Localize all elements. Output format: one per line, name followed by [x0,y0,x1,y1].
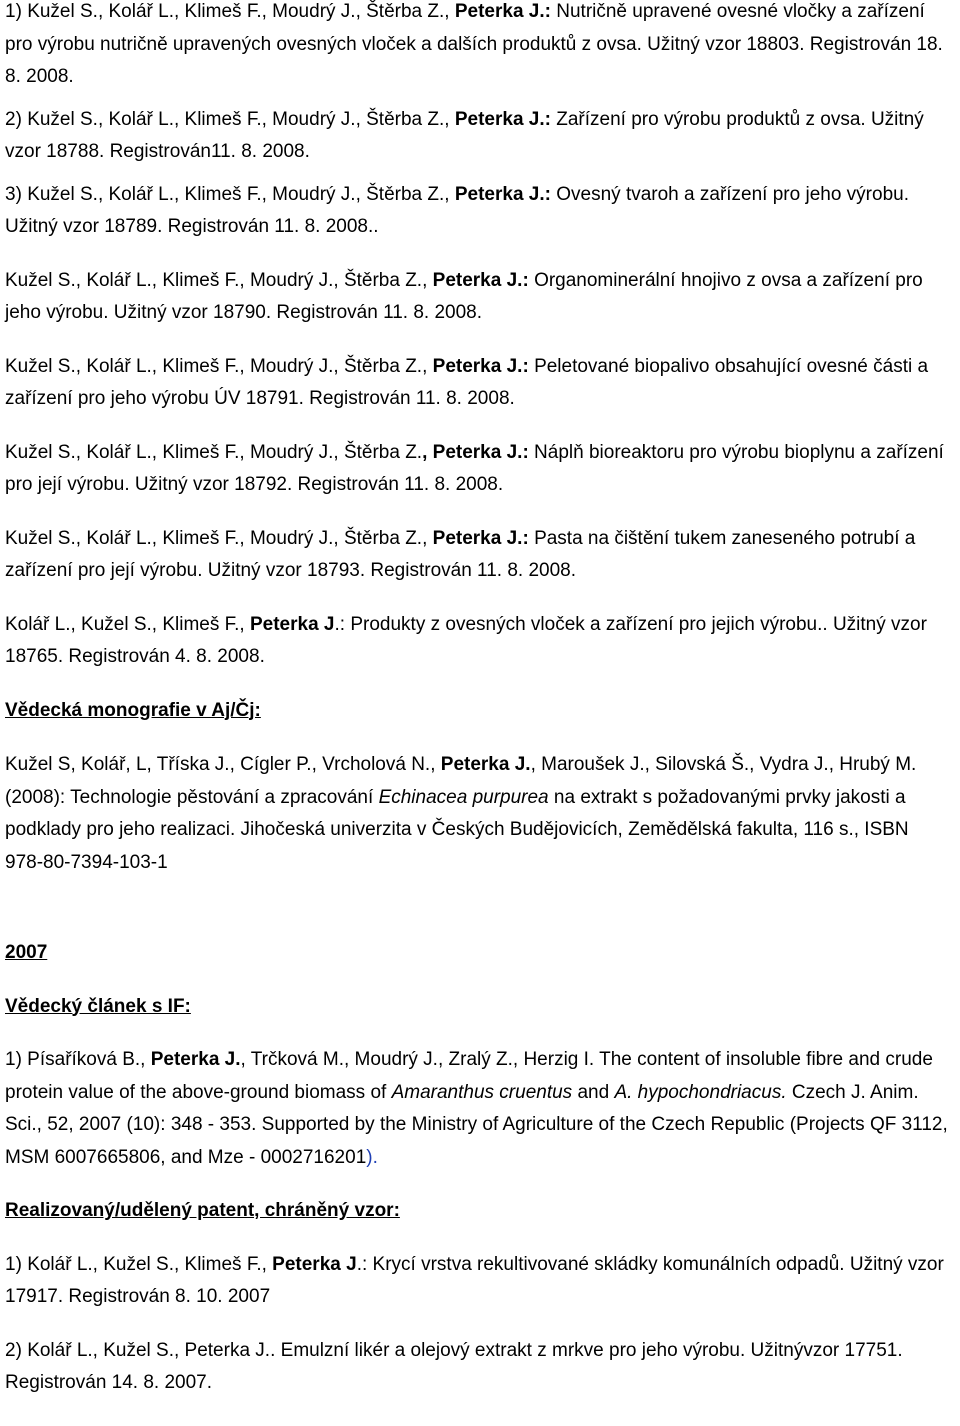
species-name: A. hypochondriacus. [614,1081,787,1103]
entry-separator: : [544,183,557,205]
entry-lead-author: Peterka J. [454,183,545,205]
entry-lead-author: Peterka J. [432,269,523,291]
entry-text: Pasta na čištění tukem zaneseného potrubí a zařízení pro její výrobu. Užitný vzor 18793. Registrován 11. 8. 2008. [5,527,916,581]
entry-text: Zařízení pro výrobu produktů z ovsa. Užitný vzor 18788. Registrován11. 8. 2008. [5,108,924,162]
entry-text: Emulzní likér a olejový extrakt z mrkve pro jeho výrobu. Užitnývzor 17751. Registrován 14. 8. 2007. [5,1339,903,1393]
reference-entry [5,0,950,94]
entry-lead-author: Peterka J. [432,355,523,377]
entry-text: Ovesný tvaroh a zařízení pro jeho výrobu. Užitný vzor 18789. Registrován 11. 8. 2008.. [5,183,909,237]
entry-authors: Kužel S., Kolář L., Klimeš F., Moudrý J., Štěrba Z., [27,183,455,205]
entry-text: Náplň bioreaktoru pro výrobu bioplynu a zařízení pro její výrobu. Užitný vzor 18792. Registrován 11. 8. 2008. [5,441,944,495]
entry-authors: Kužel S., Kolář L., Klimeš F., Moudrý J., Štěrba Z., [5,527,433,549]
reference-entry [5,179,950,244]
section-heading-patent: Realizovaný/udělený patent, chráněný vzor: [5,1200,400,1221]
entry-separator: : [522,269,535,291]
entry-authors: Kužel S, Kolář, L, Tříska J., Cígler P., Vrcholová N., [5,754,441,775]
entry-tail: ). [366,1146,378,1168]
entry-authors-rest: , Maroušek J., Silovská Š., Vydra J., Hrubý M.(2008): Technologie pěstování a zpracování [5,754,917,808]
entry-text: Produkty z ovesných vloček a zařízení pro jejich výrobu.. Užitný vzor 18765. Registrován 4. 8. 2008. [5,613,927,667]
entry-authors: Kužel S., Kolář L., Klimeš F., Moudrý J., Štěrba Z. [5,441,423,463]
entry-separator: .: [356,1253,373,1275]
entry-text: Nutričně upravené ovesné vločky a zařízení pro výrobu nutričně upravených ovesných vloček a dalších produktů z ovsa. Užitný vzor 18803. Registrován 18. 8. 2008. [5,1,943,87]
entry-text: , Trčková M., Moudrý J., Zralý Z., Herzig I. The content of insoluble fibre and crude protein value of the above-ground biomass of [5,1049,933,1103]
entry-lead-author: Peterka J. [454,1,545,22]
entry-lead-author: Peterka J [272,1253,357,1275]
reference-entry [5,351,950,416]
species-name: Echinacea purpurea [378,786,549,808]
entry-number: 2) [5,1339,28,1361]
entry-separator: : [544,108,557,130]
entry-separator: . [270,1339,281,1361]
entry-text: na extrakt s požadovanými prvky jakosti a podklady pro jeho realizaci. Jihočeská univerzita v Českých Budějovicích, Zemědělská fakulta, 116 s., ISBN 978-80-7394-103-1 [5,786,909,873]
entry-separator: : [522,527,535,549]
entry-number: 1) [5,1,28,22]
entry-lead-author: Peterka J. [432,527,523,549]
monograph-entry [5,749,950,879]
reference-entry [5,104,950,169]
entry-lead-author: Peterka J. [440,754,531,775]
entry-authors: Kužel S., Kolář L., Klimeš F., Moudrý J., Štěrba Z., [27,1,455,22]
entry-text: Peletované biopalivo obsahující ovesné části a zařízení pro jeho výrobu ÚV 18791. Registrován 11. 8. 2008. [5,355,929,409]
entry-authors: Kolář L., Kužel S., Peterka J. [27,1339,271,1361]
entry-separator: : [544,1,557,22]
entry-authors: Kolář L., Kužel S., Klimeš F., [27,1253,273,1275]
reference-entry [5,609,950,674]
entry-text: Organominerální hnojivo z ovsa a zařízení pro jeho výrobu. Užitný vzor 18790. Registrován 11. 8. 2008. [5,269,923,323]
year-heading: 2007 [5,942,48,963]
entry-separator: : [522,355,535,377]
reference-entry [5,265,950,330]
reference-entry [5,437,950,502]
section-heading-article: Vědecký článek s IF: [5,995,191,1017]
entry-number: 3) [5,183,28,205]
species-name: Amaranthus cruentus [391,1081,573,1103]
entry-number: 1) [5,1253,28,1275]
entry-lead-author: Peterka J. [454,108,545,130]
entry-lead-author: Peterka J. [150,1049,241,1070]
entry-lead-author: Peterka J [249,613,335,635]
entry-text: and [572,1081,615,1103]
entry-authors: Kužel S., Kolář L., Klimeš F., Moudrý J., Štěrba Z., [5,355,433,377]
entry-authors: 1) Písaříková B., [5,1049,151,1070]
entry-lead-author: , Peterka J. [422,441,523,463]
entry-authors: Kužel S., Kolář L., Klimeš F., Moudrý J., Štěrba Z., [27,108,455,130]
patent-entry [5,1249,950,1314]
entry-text: Krycí vrstva rekultivované skládky komunálních odpadů. Užitný vzor 17917. Registrován 8. 10. 2007 [5,1253,944,1307]
section-heading-monograph: Vědecká monografie v Aj/Čj: [5,699,261,721]
journal-info: Czech J. Anim. Sci., 52, 2007 (10): 348 - 353. Supported by the Ministry of Agriculture of the Czech Republic (Projects QF 3112, MSM 6007665806, and Mze - 0002716201 [5,1081,948,1168]
entry-number: 2) [5,108,28,130]
entry-authors: Kolář L., Kužel S., Klimeš F., [5,613,250,635]
entry-authors: Kužel S., Kolář L., Klimeš F., Moudrý J., Štěrba Z., [5,269,433,291]
entry-separator: .: [334,613,351,635]
patent-entry [5,1335,950,1400]
reference-entry [5,523,950,588]
entry-separator: : [522,441,535,463]
article-entry [5,1044,950,1174]
